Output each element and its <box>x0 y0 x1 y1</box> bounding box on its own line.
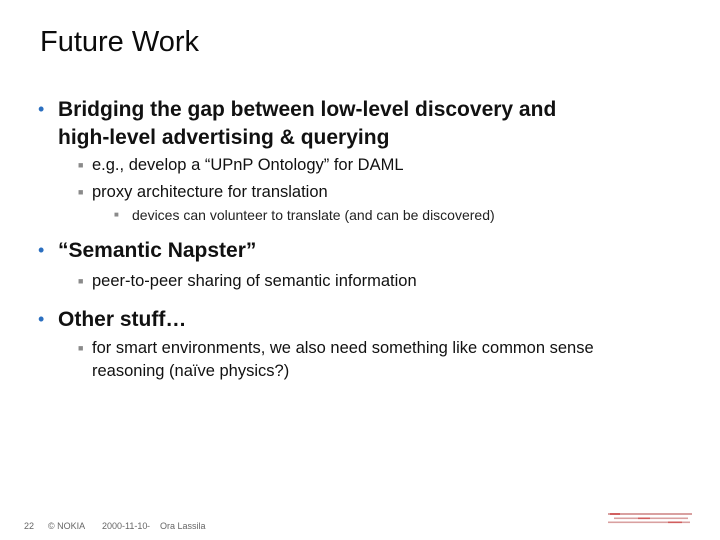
footer-author: Ora Lassila <box>160 521 206 531</box>
sub-bullet-text-line2: reasoning (naïve physics?) <box>92 362 290 380</box>
sub-bullet-proxy <box>78 181 328 204</box>
bullet-semantic-napster <box>38 237 256 265</box>
sub-bullet-dot: ■ <box>78 160 84 170</box>
subsub-bullet-text: devices can volunteer to translate (and can be discovered) <box>132 207 495 223</box>
sub-bullet-text: e.g., develop a “UPnP Ontology” for DAML <box>92 156 404 174</box>
bullet-text: “Semantic Napster” <box>58 239 257 262</box>
sub-bullet-dot: ■ <box>78 187 84 197</box>
bullet-text: Other stuff… <box>58 308 187 331</box>
subsub-bullet-devices <box>114 205 495 225</box>
bullet-text-line2: high-level advertising & querying <box>58 126 390 149</box>
bullet-bridging-gap <box>38 96 556 152</box>
bullet-other-stuff <box>38 306 186 334</box>
sub-bullet-upnp <box>78 154 404 177</box>
sub-bullet-dot: ■ <box>78 276 84 286</box>
sub-bullet-text: proxy architecture for translation <box>92 183 328 201</box>
bullet-dot: • <box>38 99 45 119</box>
copyright: © NOKIA <box>48 521 86 531</box>
slide-title: Future Work <box>40 26 200 58</box>
sub-bullet-p2p <box>78 270 417 293</box>
page-number: 22 <box>24 521 35 531</box>
company-logo <box>608 512 694 526</box>
sub-bullet-dot: ■ <box>78 343 84 353</box>
bullet-dot: • <box>38 309 45 329</box>
footer-separator: - <box>147 521 150 531</box>
sub-bullet-text-line1: for smart environments, we also need something like common sense <box>92 339 594 357</box>
subsub-bullet-dot: ■ <box>114 210 119 219</box>
bullet-text-line1: Bridging the gap between low-level discovery and <box>58 98 557 121</box>
sub-bullet-text: peer-to-peer sharing of semantic information <box>92 272 417 290</box>
footer-date: 2000-11-10 <box>102 521 148 531</box>
bullet-dot: • <box>38 240 45 260</box>
sub-bullet-smart-env <box>78 337 594 383</box>
